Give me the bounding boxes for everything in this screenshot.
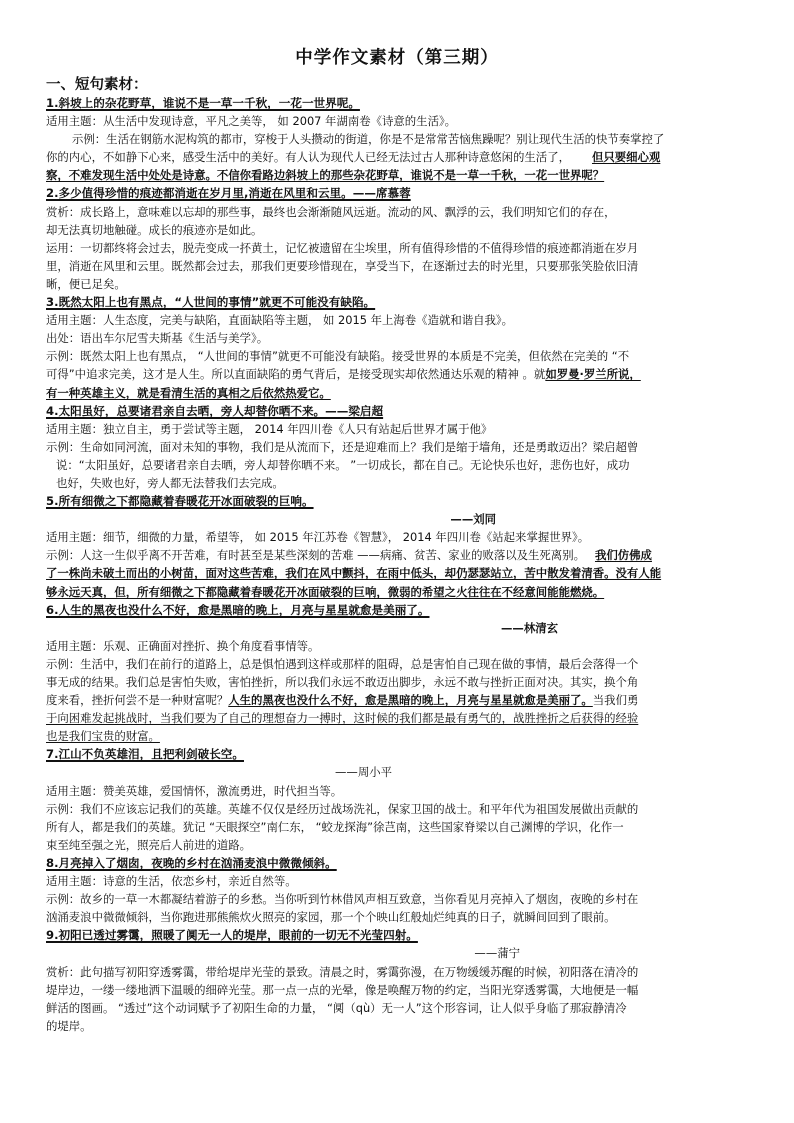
theme-line: 适用主题：诗意的生活，依恋乡村，亲近自然等。 [46, 874, 297, 889]
appreciation-line: 的堤岸。 [46, 1018, 92, 1033]
usage-line: 晰，便已足矣。 [46, 276, 126, 291]
theme-line: 适用主题：独立自主，勇于尝试等主题， 2014 年四川卷《人只有站起后世界才属于他》 [46, 421, 493, 436]
highlighted-text: 有一种英雄主义，就是看清生活的真相之后依然热爱它。 [46, 385, 331, 400]
highlighted-text: 如罗曼·罗兰所说， [545, 367, 641, 382]
example-line: 示例：生活在钢筋水泥构筑的都市，穿梭于人头攒动的街道，你是不是常常苦恼焦躁呢？别让现代生活的快节奏掌控了 [72, 132, 665, 147]
example-line [46, 727, 748, 745]
section-heading: 一、短句素材： [46, 76, 148, 93]
example-line: 示例：故乡的一草一木都凝结着游子的乡愁。当你听到竹林借风声相互致意，当你看见月亮掉入了烟囱，夜晚的乡村在 [46, 892, 639, 907]
appreciation-line: 鲜活的图画。 “透过”这个动词赋予了初阳生命的力量， “阒（qù）无一人”这个形容词，让人似乎身临了那寂静清冷 [46, 1000, 627, 1015]
quote-item-7 [46, 745, 748, 854]
appreciation-line: 赏析：此句描写初阳穿透雾霭，带给堤岸光莹的景致。清晨之时，雾霭弥漫，在万物缓缓苏醒的时候，初阳落在清冷的 [46, 964, 639, 979]
quote-item-4 [46, 402, 748, 492]
example-line: 你的内心，不如静下心来，感受生活中的美好。有人认为现代人已经无法过古人那种诗意悠闲的生活了， 但只要细心观 [46, 150, 661, 165]
highlighted-text: 人生的黑夜也没什么不好，愈是黑暗的晚上，月亮与星星就愈是美丽了。 [228, 693, 593, 708]
theme-line: 适用主题：细节，细微的力量，希望等， 如 2015 年江苏卷《智慧》， 2014 年四川卷《站起来掌握世界》。 [46, 530, 590, 545]
underlined-text: 也是我们宝贵的财富。 [46, 729, 160, 744]
example-line: 示例：人这一生似乎离不开苦难，有时甚至是某些深刻的苦难 ——病痛、贫苦、家业的败落以及生死离别。 我们仿佛成 [46, 548, 652, 563]
quote-author: ——蒲宁 [474, 946, 520, 961]
example-line [46, 709, 748, 727]
example-line: 度来看，挫折何尝不是一种财富呢？人生的黑夜也没什么不好，愈是黑暗的晚上，月亮与星星就愈是美丽了。当我们勇 [46, 693, 639, 708]
quote-item-6 [46, 601, 748, 746]
quote-author: ——刘同 [450, 512, 496, 527]
quote-title: 7.江山不负英雄泪，且把利剑破长空。 [46, 747, 244, 762]
quote-title: 2.多少值得珍惜的痕迹都消逝在岁月里,消逝在风里和云里。——席慕蓉 [46, 186, 411, 201]
example-line: 示例：我们不应该忘记我们的英雄。英雄不仅仅是经历过战场洗礼，保家卫国的战士。和平年代为祖国发展做出贡献的 [46, 801, 639, 816]
theme-line: 适用主题：从生活中发现诗意，平凡之美等， 如 2007 年湖南卷《诗意的生活》。 [46, 114, 457, 129]
highlighted-text: 察，不难发现生活中处处是诗意。不信你看路边斜坡上的那些杂花野草，谁说不是一草一千秋，一花一世界呢？ [46, 168, 605, 183]
example-line: 束至纯至强之光，照亮后人前进的道路。 [46, 837, 252, 852]
usage-line: 里，消逝在风里和云里。既然都会过去，那我们更要珍惜现在，享受当下，在逐渐过去的时光里，只要那张笑脸依旧清 [46, 258, 639, 273]
example-line: 所有人，都是我们的英雄。犹记 “天眼探空”南仁东， “蛟龙探海”徐芑南，这些国家脊梁以自己渊博的学识，化作一 [46, 819, 624, 834]
example-line [46, 583, 748, 601]
example-line [46, 564, 748, 582]
example-line [46, 384, 748, 402]
quote-item-1 [46, 94, 748, 184]
appreciation-line: 堤岸边，一缕一缕地洒下温暖的细碎光莹。那一点一点的光晕，像是唤醒万物的约定，当阳光穿透雾霭，大地便是一幅 [46, 982, 639, 997]
quote-title: 4.太阳虽好，总要诸君亲自去晒，旁人却替你晒不来。——梁启超 [46, 403, 384, 418]
quote-title: 5.所有细微之下都隐藏着春暖花开冰面破裂的巨响。 [46, 494, 314, 509]
underlined-text: 于向困难发起挑战时，当我们要为了自己的理想奋力一搏时，这时候的我们都是最有勇气的，战胜挫折之后获得的经验 [46, 711, 639, 726]
example-line: 示例：既然太阳上也有黑点， “人世间的事情”就更不可能没有缺陷。接受世界的本质是不完美，但依然在完美的 “不 [46, 349, 630, 364]
quote-title: 9.初阳已透过雾霭，照暖了阒无一人的堤岸，眼前的一切无不光莹四射。 [46, 928, 418, 943]
quote-item-5 [46, 492, 748, 601]
quote-item-8 [46, 854, 748, 926]
quote-title: 8.月亮掉入了烟囱，夜晚的乡村在汹涌麦浪中微微倾斜。 [46, 855, 337, 870]
appreciation-line: 却无法真切地触碰。成长的痕迹亦是如此。 [46, 222, 263, 237]
quote-item-2 [46, 184, 748, 293]
quote-author: ——周小平 [335, 765, 392, 780]
source-line: 出处：语出车尔尼雪夫斯基《生活与美学》。 [46, 331, 269, 346]
highlighted-text: 我们仿佛成 [594, 548, 652, 563]
example-line: 说：“太阳虽好，总要诸君亲自去晒，旁人却替你晒不来。 ”一切成长，都在自己。无论快乐也好，悲伤也好，成功 [56, 457, 630, 472]
highlighted-text: 够永远天真，但，所有细微之下都隐藏着春暖花开冰面破裂的巨响，微弱的希望之火往往在不经意间能能燃烧。 [46, 584, 605, 599]
quote-title: 3.既然太阳上也有黑点，“人世间的事情”就更不可能没有缺陷。 [46, 295, 376, 310]
theme-line: 适用主题：赞美英雄，爱国情怀，激流勇进，时代担当等。 [46, 783, 343, 798]
theme-line: 适用主题：人生态度，完美与缺陷，直面缺陷等主题， 如 2015 年上海卷《造就和谐自我》。 [46, 313, 513, 328]
quote-item-9 [46, 926, 748, 1035]
quote-item-3 [46, 293, 748, 402]
example-line: 汹涌麦浪中微微倾斜，当你跑进那熊熊炊火照亮的家园，那一个个映山红般灿烂纯真的日子，就瞬间回到了眼前。 [46, 910, 616, 925]
example-line: 也好，失败也好，旁人都无法替我们去完成。 [56, 475, 284, 490]
document-title: 中学作文素材（第三期） [295, 48, 499, 68]
example-line: 可得”中追求完美，这才是人生。所以直面缺陷的勇气背后，是接受现实却依然通达乐观的精神 。就如罗曼·罗兰所说， [46, 367, 641, 382]
example-line: 示例：生命如同河流，面对未知的事物，我们是从流而下，还是迎难而上？我们是缩于墙角，还是勇敢迈出？梁启超曾 [46, 439, 639, 454]
quote-title: 1.斜坡上的杂花野草，谁说不是一草一千秋，一花一世界呢。 [46, 96, 360, 110]
example-line: 事无成的结果。我们总是害怕失败，害怕挫折，所以我们永远不敢迈出脚步，永远不敢与挫折正面对决。其实，换个角 [46, 675, 639, 689]
theme-line: 适用主题：乐观、正确面对挫折、换个角度看事情等。 [46, 638, 320, 653]
highlighted-text: 但只要细心观 [591, 150, 661, 165]
quote-title: 6.人生的黑夜也没什么不好，愈是黑暗的晚上，月亮与星星就愈是美丽了。 [46, 602, 430, 617]
usage-line: 运用：一切都终将会过去，脱壳变成一抔黄土，记忆被遗留在尘埃里，所有值得珍惜的不值得珍惜的痕迹都消逝在岁月 [46, 240, 639, 255]
appreciation-line: 赏析：成长路上，意味难以忘却的那些事，最终也会渐渐随风远逝。流动的风、飘浮的云，我们明知它们的存在， [46, 204, 616, 219]
quote-author: ——林清玄 [501, 620, 558, 635]
example-line: 示例：生活中，我们在前行的道路上，总是惧怕遇到这样或那样的阻碍，总是害怕自己现在做的事情，最后会落得一个 [46, 656, 639, 671]
highlighted-text: 了一株尚未破土而出的小树苗，面对这些苦难，我们在风中颤抖，在雨中低头，却仍瑟瑟站立，苦中散发着清香。没有人能 [46, 566, 662, 581]
example-line [46, 166, 748, 184]
